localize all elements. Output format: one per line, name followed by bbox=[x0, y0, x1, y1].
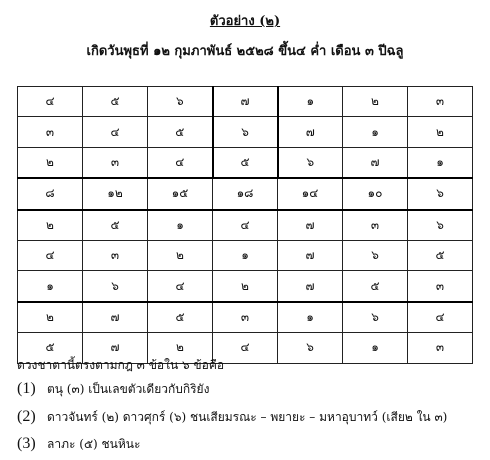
rule-item bbox=[17, 407, 447, 427]
table-cell: ๓ bbox=[408, 271, 473, 302]
table-cell: ๗ bbox=[278, 117, 343, 147]
table-cell: ๖ bbox=[408, 178, 473, 209]
table-cell: ๑ bbox=[343, 333, 408, 363]
table-cell: ๖ bbox=[343, 302, 408, 333]
table-cell: ๕ bbox=[83, 87, 148, 117]
table-cell: ๔ bbox=[213, 333, 278, 363]
table-cell: ๖ bbox=[148, 87, 213, 117]
table-cell: ๔ bbox=[18, 240, 83, 270]
table-cell: ๖ bbox=[213, 117, 278, 147]
table-cell: ๖ bbox=[278, 147, 343, 178]
table-row bbox=[18, 210, 473, 241]
rule-text: ดาวจันทร์ (๒) ดาวศุกร์ (๖) ชนเสียมรณะ – พยายะ – มหาอุบาทว์ (เสีย๒ ใน ๓) bbox=[47, 410, 448, 424]
table-cell: ๖ bbox=[83, 271, 148, 302]
table-cell: ๓ bbox=[83, 147, 148, 178]
table-row bbox=[18, 147, 473, 178]
table-cell: ๗ bbox=[278, 271, 343, 302]
table-cell: ๔ bbox=[18, 87, 83, 117]
table-cell: ๑ bbox=[408, 147, 473, 178]
table-cell: ๕ bbox=[18, 333, 83, 363]
table-cell: ๒ bbox=[18, 302, 83, 333]
table-row bbox=[18, 271, 473, 302]
table-cell: ๕ bbox=[213, 147, 278, 178]
table-cell: ๒ bbox=[18, 147, 83, 178]
table-cell: ๑๘ bbox=[213, 178, 278, 209]
table-cell: ๕ bbox=[343, 271, 408, 302]
table-cell: ๖ bbox=[408, 210, 473, 241]
table-cell: ๓ bbox=[83, 240, 148, 270]
table-cell: ๗ bbox=[83, 333, 148, 363]
table-row bbox=[18, 87, 473, 117]
table-cell: ๗ bbox=[83, 302, 148, 333]
table-cell: ๑ bbox=[18, 271, 83, 302]
table-cell: ๕ bbox=[148, 117, 213, 147]
table-cell: ๑๔ bbox=[278, 178, 343, 209]
table-cell: ๓ bbox=[343, 210, 408, 241]
table-cell: ๒ bbox=[213, 271, 278, 302]
table-cell: ๘ bbox=[18, 178, 83, 209]
page-title: ตัวอย่าง (๒) bbox=[209, 14, 281, 29]
table-cell: ๖ bbox=[343, 240, 408, 270]
table-cell: ๔ bbox=[148, 147, 213, 178]
table-row bbox=[18, 302, 473, 333]
rule-number: (2) bbox=[17, 408, 36, 425]
table-cell: ๕ bbox=[148, 302, 213, 333]
rule-number: (1) bbox=[17, 380, 36, 397]
birth-date-subtitle: เกิดวันพุธที่ ๑๒ กุมภาพันธ์ ๒๕๒๘ ขึ้น๔ ค่ำ เดือน ๓ ปีฉลู bbox=[86, 44, 404, 59]
rules-intro: ดวงชาตานี้ตรงตามกฎ ๓ ข้อใน ๖ ข้อคือ bbox=[17, 358, 225, 372]
horoscope-table bbox=[17, 86, 473, 364]
table-cell: ๑๕ bbox=[148, 178, 213, 209]
table-cell: ๗ bbox=[213, 87, 278, 117]
table-cell: ๒ bbox=[408, 117, 473, 147]
table-row-totals bbox=[18, 178, 473, 209]
table-cell: ๑๐ bbox=[343, 178, 408, 209]
table-cell: ๑๒ bbox=[83, 178, 148, 209]
table-row bbox=[18, 117, 473, 147]
table-cell: ๑ bbox=[213, 240, 278, 270]
table-cell: ๒ bbox=[343, 87, 408, 117]
table-cell: ๑ bbox=[343, 117, 408, 147]
table-cell: ๒ bbox=[148, 240, 213, 270]
table-cell: ๗ bbox=[278, 210, 343, 241]
rule-item bbox=[17, 434, 140, 454]
rule-text: ลาภะ (๕) ชนหินะ bbox=[47, 437, 141, 451]
table-cell: ๗ bbox=[343, 147, 408, 178]
rule-number: (3) bbox=[17, 435, 36, 452]
table-cell: ๒ bbox=[18, 210, 83, 241]
table-row bbox=[18, 240, 473, 270]
table-cell: ๔ bbox=[83, 117, 148, 147]
table-cell: ๗ bbox=[278, 240, 343, 270]
table-cell: ๒ bbox=[148, 333, 213, 363]
table-cell: ๑ bbox=[278, 302, 343, 333]
table-cell: ๓ bbox=[408, 87, 473, 117]
table-cell: ๔ bbox=[213, 210, 278, 241]
rule-item bbox=[17, 379, 209, 399]
table-cell: ๑ bbox=[278, 87, 343, 117]
table-cell: ๕ bbox=[83, 210, 148, 241]
table-cell: ๔ bbox=[148, 271, 213, 302]
rule-text: ตนุ (๓) เป็นเลขตัวเดียวกับกิริยัง bbox=[47, 382, 210, 396]
table-cell: ๕ bbox=[408, 240, 473, 270]
table-cell: ๓ bbox=[213, 302, 278, 333]
table-cell: ๓ bbox=[408, 333, 473, 363]
table-cell: ๔ bbox=[408, 302, 473, 333]
table-cell: ๖ bbox=[278, 333, 343, 363]
table-cell: ๑ bbox=[148, 210, 213, 241]
table-cell: ๓ bbox=[18, 117, 83, 147]
